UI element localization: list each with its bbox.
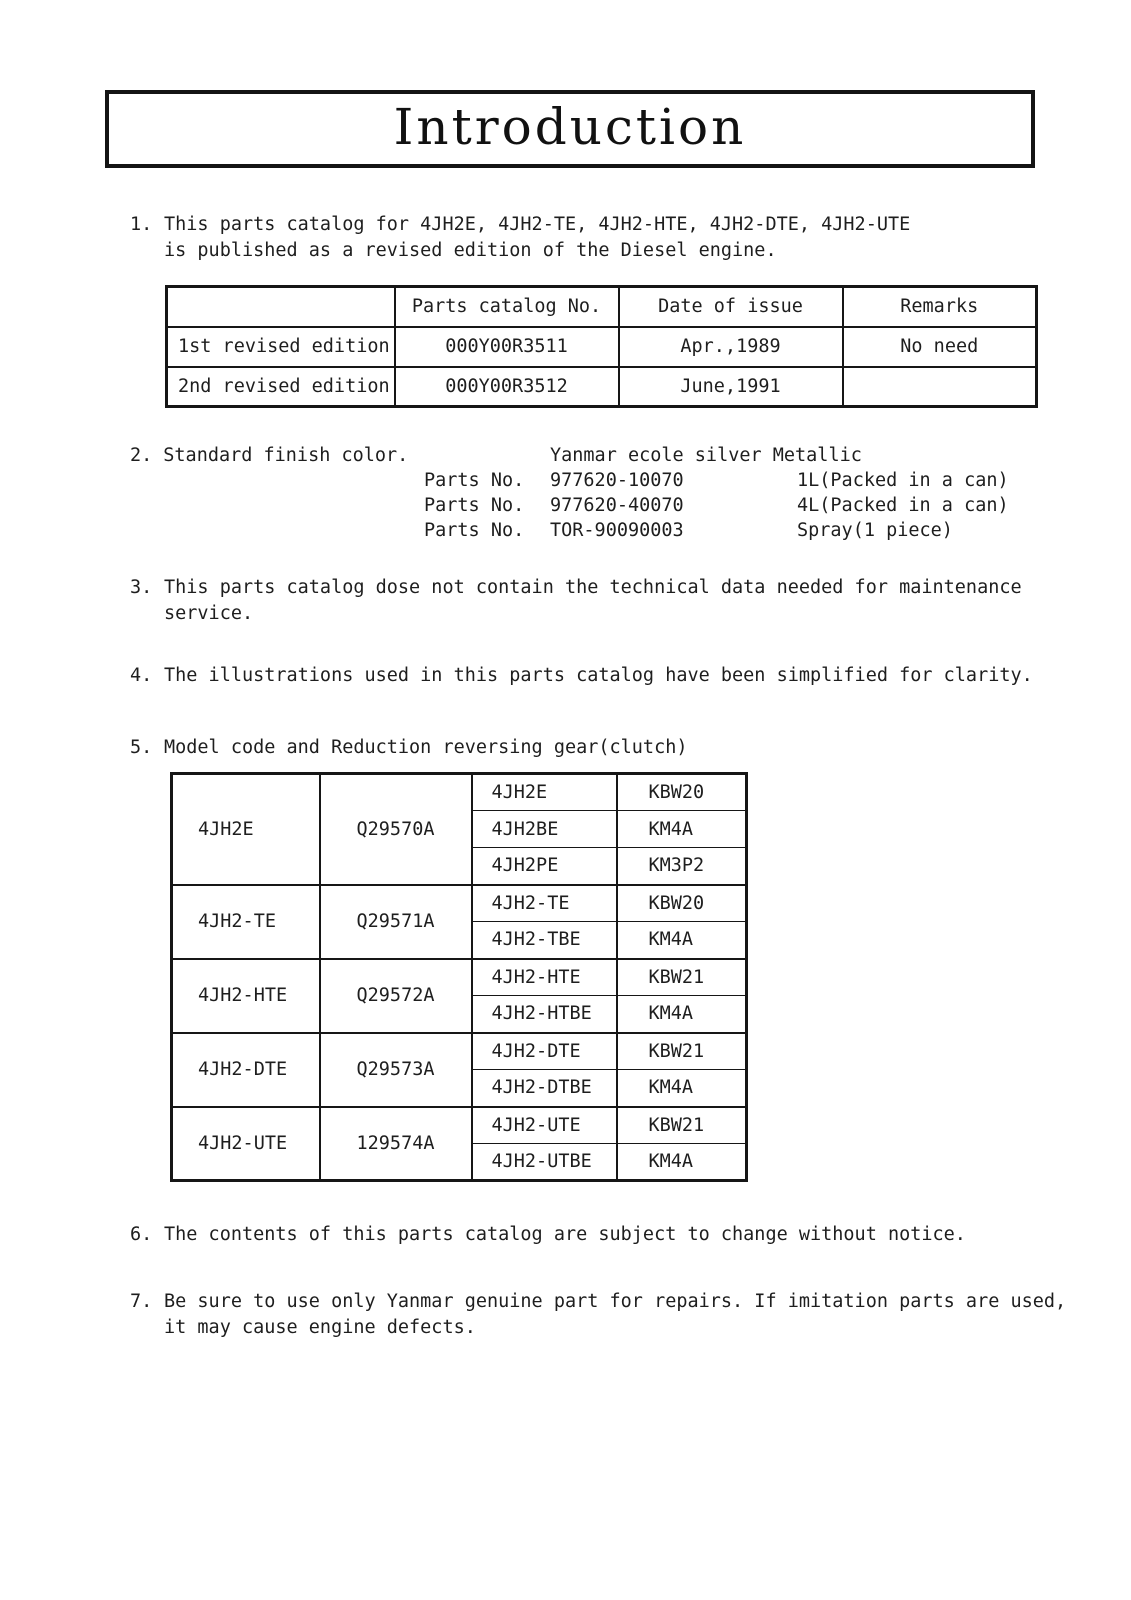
variant-model: 4JH2-TBE xyxy=(472,922,617,959)
list-item-6 xyxy=(130,1222,966,1248)
item-text-line: Standard finish color. xyxy=(163,445,409,466)
parts-package-desc: 1L(Packed in a can) xyxy=(797,470,1009,491)
model-name: 4JH2-HTE xyxy=(172,959,320,1033)
list-item-7 xyxy=(130,1289,1066,1341)
parts-number: 977620-10070 xyxy=(550,470,684,491)
remarks: No need xyxy=(843,327,1037,367)
model-table-row xyxy=(172,885,747,922)
parts-no-row xyxy=(130,468,1080,493)
item-number: 7. xyxy=(130,1291,153,1312)
item-text-line: The contents of this parts catalog are subject to change without notice. xyxy=(164,1224,966,1245)
header-cell-date-of-issue: Date of issue xyxy=(619,287,843,327)
item-text-line: This parts catalog for 4JH2E, 4JH2-TE, 4JH2-HTE, 4JH2-DTE, 4JH2-UTE xyxy=(164,214,911,235)
clutch-code: KM4A xyxy=(617,922,747,959)
catalog-no: 000Y00R3512 xyxy=(395,367,619,407)
model-code: Q29570A xyxy=(320,774,472,885)
list-item-4 xyxy=(130,663,1033,689)
clutch-code: KBW20 xyxy=(617,885,747,922)
list-item-1 xyxy=(130,212,910,264)
clutch-code: KM3P2 xyxy=(617,848,747,885)
parts-no-label: Parts No. xyxy=(424,520,525,541)
title-box xyxy=(105,90,1035,168)
variant-model: 4JH2-DTBE xyxy=(472,1070,617,1107)
model-table-row xyxy=(172,774,747,811)
model-code: 129574A xyxy=(320,1107,472,1181)
item-number: 5. xyxy=(130,737,153,758)
variant-model: 4JH2E xyxy=(472,774,617,811)
parts-number: TOR-90090003 xyxy=(550,520,684,541)
model-table-row xyxy=(172,959,747,996)
list-item-3 xyxy=(130,575,1022,627)
clutch-code: KBW21 xyxy=(617,959,747,996)
variant-model: 4JH2-UTBE xyxy=(472,1144,617,1181)
item-text-line: Be sure to use only Yanmar genuine part for repairs. If imitation parts are used, xyxy=(164,1291,1067,1312)
clutch-code: KBW20 xyxy=(617,774,747,811)
item-text-line: it may cause engine defects. xyxy=(164,1317,476,1338)
clutch-code: KM4A xyxy=(617,1144,747,1181)
clutch-code: KM4A xyxy=(617,1070,747,1107)
catalog-no: 000Y00R3511 xyxy=(395,327,619,367)
variant-model: 4JH2PE xyxy=(472,848,617,885)
item-number: 6. xyxy=(130,1224,153,1245)
item-text-line: Model code and Reduction reversing gear(clutch) xyxy=(164,737,688,758)
variant-model: 4JH2-UTE xyxy=(472,1107,617,1144)
edition-label: 1st revised edition xyxy=(167,327,395,367)
model-table-row xyxy=(172,1107,747,1144)
revision-table-header-row xyxy=(167,287,1037,327)
remarks xyxy=(843,367,1037,407)
item-number: 4. xyxy=(130,665,153,686)
item-number: 3. xyxy=(130,577,153,598)
revision-table-row xyxy=(167,367,1037,407)
variant-model: 4JH2-HTBE xyxy=(472,996,617,1033)
model-name: 4JH2E xyxy=(172,774,320,885)
model-code-table xyxy=(170,772,748,1182)
model-name: 4JH2-DTE xyxy=(172,1033,320,1107)
model-name: 4JH2-UTE xyxy=(172,1107,320,1181)
parts-package-desc: Spray(1 piece) xyxy=(797,520,953,541)
clutch-code: KBW21 xyxy=(617,1033,747,1070)
parts-package-desc: 4L(Packed in a can) xyxy=(797,495,1009,516)
variant-model: 4JH2-HTE xyxy=(472,959,617,996)
parts-no-label: Parts No. xyxy=(424,470,525,491)
color-heading-row xyxy=(130,443,1080,468)
item-heading xyxy=(130,443,408,468)
item-number: 1. xyxy=(130,214,153,235)
header-cell-blank xyxy=(167,287,395,327)
header-cell-parts-catalog-no: Parts catalog No. xyxy=(395,287,619,327)
model-table-row xyxy=(172,1033,747,1070)
parts-no-row xyxy=(130,518,1080,543)
parts-no-row xyxy=(130,493,1080,518)
header-cell-remarks: Remarks xyxy=(843,287,1037,327)
item-text-line: service. xyxy=(164,603,254,624)
model-code: Q29572A xyxy=(320,959,472,1033)
model-code: Q29571A xyxy=(320,885,472,959)
revision-table xyxy=(165,285,1038,408)
model-name: 4JH2-TE xyxy=(172,885,320,959)
issue-date: June,1991 xyxy=(619,367,843,407)
variant-model: 4JH2BE xyxy=(472,811,617,848)
issue-date: Apr.,1989 xyxy=(619,327,843,367)
clutch-code: KBW21 xyxy=(617,1107,747,1144)
item-number: 2. xyxy=(130,445,153,466)
page-title: Introduction xyxy=(393,98,747,156)
clutch-code: KM4A xyxy=(617,996,747,1033)
variant-model: 4JH2-TE xyxy=(472,885,617,922)
list-item-2 xyxy=(130,443,1080,543)
model-code: Q29573A xyxy=(320,1033,472,1107)
list-item-5 xyxy=(130,735,687,761)
edition-label: 2nd revised edition xyxy=(167,367,395,407)
parts-number: 977620-40070 xyxy=(550,495,684,516)
finish-color-name: Yanmar ecole silver Metallic xyxy=(550,445,862,466)
item-text-line: is published as a revised edition of the Diesel engine. xyxy=(164,240,777,261)
item-text-line: This parts catalog dose not contain the technical data needed for maintenance xyxy=(164,577,1022,598)
clutch-code: KM4A xyxy=(617,811,747,848)
item-text-line: The illustrations used in this parts catalog have been simplified for clarity. xyxy=(164,665,1033,686)
parts-no-label: Parts No. xyxy=(424,495,525,516)
revision-table-row xyxy=(167,327,1037,367)
variant-model: 4JH2-DTE xyxy=(472,1033,617,1070)
